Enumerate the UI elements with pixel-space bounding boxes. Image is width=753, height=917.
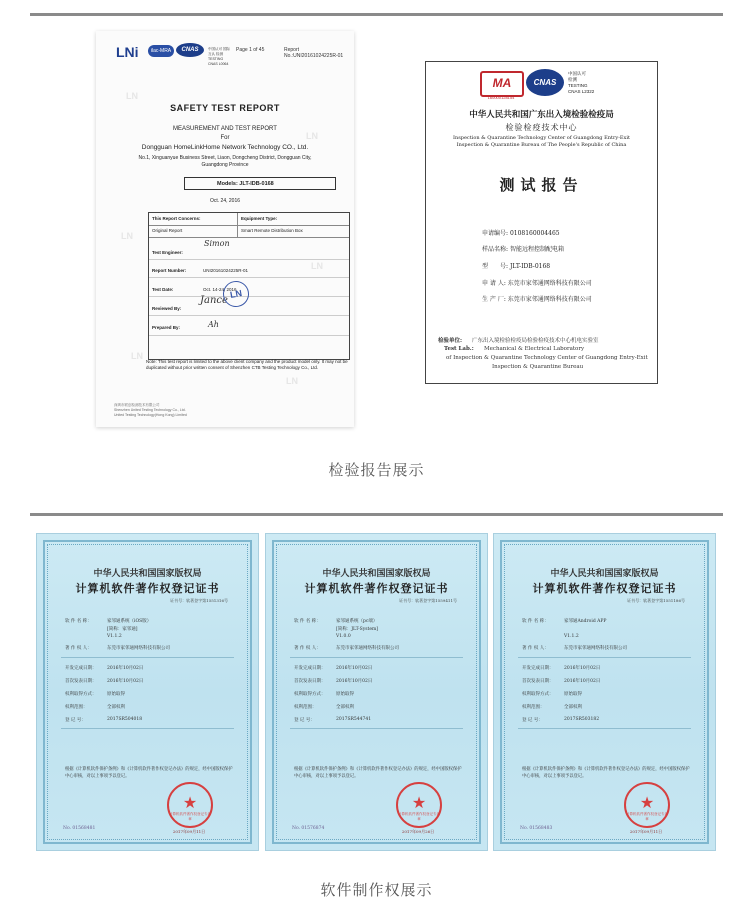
- field-label: 开发完成日期：: [522, 666, 554, 671]
- watermark: LN: [306, 131, 318, 141]
- field-applicant: 申 请 人: 东莞市家邻通网络科技有限公司: [482, 280, 592, 287]
- report-footer: [114, 403, 339, 418]
- report-title: 测试报告: [499, 176, 584, 194]
- field-value: [简称：家邻通]: [107, 627, 138, 632]
- cnas-side-line: 检测: [568, 77, 577, 82]
- report-for: For: [220, 135, 230, 141]
- divider: [518, 657, 691, 658]
- field-model: 型 号: JLT-IDB-0168: [482, 263, 551, 270]
- cnas-side-line: 中国认可: [568, 71, 586, 76]
- field-label: 首次发表日期：: [294, 679, 326, 684]
- field-label: 登 记 号：: [65, 718, 86, 723]
- field-value: 2016年10月02日: [107, 666, 144, 671]
- field-value: 东莞市家邻通网络科技有限公司: [564, 646, 627, 651]
- registration-text: 根据《计算机软件保护条例》和《计算机软件著作权登记办法》的规定，经中国版权保护中心审核，对以上事项予以登记。: [294, 767, 462, 779]
- field-value: 家邻通Android APP: [564, 619, 607, 624]
- report-title: SAFETY TEST REPORT: [170, 103, 280, 113]
- field-manufacturer: 生 产 厂: 东莞市家邻通网络科技有限公司: [482, 296, 592, 303]
- report-note: Note: This test report is limited to the above client company and the product model only. It may not be duplicated without prior written consent of Shenzhen CTB Testing Technology Co., Ltd.: [146, 359, 348, 370]
- certificate-title: 计算机软件著作权登记证书: [75, 582, 220, 595]
- field-label: 权利取得方式：: [65, 692, 97, 697]
- field-label: 权利范围：: [522, 705, 545, 710]
- registration-text: 根据《计算机软件保护条例》和《计算机软件著作权登记办法》的规定，经中国版权保护中心审核，对以上事项予以登记。: [522, 767, 690, 779]
- field-value: 2016年10月02日: [564, 666, 601, 671]
- official-seal: [624, 782, 670, 828]
- certificate-number: 证书号：软著登字第1551186号: [627, 598, 685, 603]
- concerns-label: This Report Concerns:: [152, 216, 201, 221]
- lab-cn-label: 检验单位:: [438, 338, 463, 344]
- engineer-label: Test Engineer:: [152, 250, 183, 255]
- certificate-number: 证书号：软著登字第1551316号: [170, 598, 228, 603]
- field-value: 2017SR503182: [564, 717, 600, 722]
- seal-text: 计算机软件著作权登记专用章: [398, 812, 440, 821]
- watermark: LN: [311, 261, 323, 271]
- field-label: 首次发表日期：: [65, 679, 97, 684]
- field-value: 2016年10月02日: [107, 679, 144, 684]
- official-seal: [167, 782, 213, 828]
- field-label: 软 件 名 称：: [294, 619, 321, 624]
- field-label: 开发完成日期：: [294, 666, 326, 671]
- safety-test-report-image: [96, 31, 354, 427]
- field-value: V1.1.2: [107, 634, 122, 639]
- reviewed-label: Reviewed By:: [152, 306, 182, 311]
- star-icon: ★: [182, 793, 198, 812]
- chinese-test-report-image: [425, 61, 658, 384]
- field-value: 原始取得: [107, 692, 125, 697]
- field-value: 全部权利: [107, 705, 125, 710]
- software-copyright-certificate: [494, 534, 715, 850]
- field-sample-name: 样品名称: 智能远程控制配电箱: [482, 246, 564, 253]
- engineer-signature: Simon: [204, 239, 230, 248]
- seal-date: 2017年09月26日: [401, 829, 435, 834]
- field-value: 原始取得: [564, 692, 582, 697]
- field-label: 权利范围：: [294, 705, 317, 710]
- concerns-value: Original Report: [152, 228, 183, 233]
- divider: [61, 657, 234, 658]
- seal-date: 2017年09月11日: [172, 829, 206, 834]
- watermark: LN: [286, 376, 298, 386]
- divider: [61, 728, 234, 729]
- serial-number: No. 01576874: [292, 826, 325, 831]
- equipment-value: Smart Remote Distribution Box: [241, 228, 303, 233]
- footer-line: 深圳市联创检测技术有限公司: [114, 403, 160, 407]
- field-label: 权利范围：: [65, 705, 88, 710]
- ilac-logo: ilac-MRA: [148, 45, 174, 57]
- preparer-signature: Ah: [208, 320, 219, 329]
- lab-en-label: Test Lab.:: [444, 346, 474, 352]
- field-label: 权利取得方式：: [294, 692, 326, 697]
- software-copyright-certificate: [266, 534, 487, 850]
- registration-text: 根据《计算机软件保护条例》和《计算机软件著作权登记办法》的规定，经中国版权保护中心审核，对以上事项予以登记。: [65, 767, 233, 779]
- footer-line: Shenzhen United Testing Technology Co., Ltd.: [114, 408, 186, 412]
- seal-text: 计算机软件著作权登记专用章: [626, 812, 668, 821]
- field-label: 开发完成日期：: [65, 666, 97, 671]
- star-icon: ★: [639, 793, 655, 812]
- field-label: 软 件 名 称：: [522, 619, 549, 624]
- section-divider-top: [30, 13, 723, 16]
- divider: [290, 657, 463, 658]
- ln-logo: LNi: [116, 44, 139, 60]
- certificate-title: 计算机软件著作权登记证书: [532, 582, 677, 595]
- field-value: V1.0.0: [336, 634, 351, 639]
- field-value: 2017SR504018: [107, 717, 143, 722]
- cnas-side-line: CNAS L2322: [568, 89, 595, 94]
- lab-en-2: of Inspection & Quarantine Technology Center of Guangdong Entry-Exit: [446, 355, 648, 361]
- cnas-small-text: 中国认可 国际互认 检测 TESTING CNAS L0064: [208, 47, 230, 66]
- testdate-label: Test Date:: [152, 287, 174, 292]
- cma-number: 160000128154: [487, 95, 515, 100]
- divider: [290, 728, 463, 729]
- serial-number: No. 01568483: [520, 826, 553, 831]
- org-name-en: Inspection & Quarantine Technology Center of Guangdong Entry-Exit: [453, 135, 630, 141]
- field-value: 2016年10月02日: [336, 666, 373, 671]
- page-number: Page 1 of 45: [236, 47, 265, 53]
- field-value: 家邻通系统（pc端）: [336, 619, 378, 624]
- footer-line: United Testing Technology(Hong Kong) Limited: [114, 413, 187, 417]
- watermark: LN: [126, 91, 138, 101]
- field-label: 软 件 名 称：: [65, 619, 92, 624]
- field-label: 登 记 号：: [522, 718, 543, 723]
- field-value: V1.1.2: [564, 634, 579, 639]
- section-divider-middle: [30, 513, 723, 516]
- report-date: Oct. 24, 2016: [209, 198, 241, 204]
- center-name-cn: 检验检疫技术中心: [505, 123, 578, 132]
- star-icon: ★: [411, 793, 427, 812]
- report-info-table: [148, 212, 350, 360]
- reportno-value: UNI20161024225R-01: [203, 268, 249, 273]
- field-label: 著 作 权 人：: [65, 646, 92, 651]
- field-value: 东莞市家邻通网络科技有限公司: [107, 646, 170, 651]
- org-name-en-2: Inspection & Quarantine Bureau of The People's Republic of China: [456, 142, 627, 148]
- lab-en: Mechanical & Electrical Laboratory: [484, 346, 585, 352]
- field-value: 2017SR544741: [336, 717, 372, 722]
- caption-software-copyrights: 软件制作权展示: [320, 881, 433, 899]
- testdate-value: Oct. 14-24, 2016: [203, 287, 237, 292]
- field-value: 全部权利: [564, 705, 582, 710]
- field-application-no: 申请编号: 0108160004465: [482, 230, 560, 237]
- prepared-label: Prepared By:: [152, 325, 181, 330]
- field-label: 权利取得方式：: [522, 692, 554, 697]
- reviewer-signature: Jance: [200, 295, 228, 306]
- cnas-side-text: [568, 71, 594, 95]
- lab-cn: 广东出入境检验检疫局检验检疫技术中心机电实验室: [472, 338, 599, 344]
- model-box: Models: JLT-IDB-0168: [184, 177, 336, 190]
- software-copyright-certificate: [37, 534, 258, 850]
- watermark: LN: [131, 351, 143, 361]
- header-report-number: Report No.:UNI20161024225R-01: [284, 47, 344, 59]
- field-value: 2016年10月02日: [564, 679, 601, 684]
- issuer-name: 中华人民共和国国家版权局: [93, 569, 202, 579]
- certificate-title: 计算机软件著作权登记证书: [304, 582, 449, 595]
- lab-en-3: Inspection & Quarantine Bureau: [492, 364, 584, 370]
- field-value: 家邻通系统（iOS版）: [107, 619, 152, 624]
- company-address-2: Guangdong Province: [201, 162, 249, 168]
- divider: [518, 728, 691, 729]
- field-label: 著 作 权 人：: [294, 646, 321, 651]
- official-seal: [396, 782, 442, 828]
- issuer-name: 中华人民共和国国家版权局: [550, 569, 659, 579]
- field-value: 2016年10月02日: [336, 679, 373, 684]
- company-name: Dongguan HomeLinkHome Network Technology CO., Ltd.: [141, 144, 309, 151]
- cnas-side-line: TESTING: [568, 83, 588, 88]
- field-value: 东莞市家邻通网络科技有限公司: [336, 646, 399, 651]
- ln-stamp: LN: [221, 279, 251, 309]
- seal-date: 2017年09月11日: [629, 829, 663, 834]
- org-name-cn: 中华人民共和国广东出入境检验检疫局: [469, 110, 614, 120]
- field-label: 首次发表日期：: [522, 679, 554, 684]
- cnas-logo: CNAS: [176, 43, 204, 57]
- field-value: [简称：JLT-System]: [336, 627, 379, 632]
- serial-number: No. 01568481: [63, 826, 96, 831]
- company-address: No.1, Xinguanyue Business Street, Liaon, Dongcheng District, Dongguan City,: [138, 155, 312, 161]
- field-value: 原始取得: [336, 692, 354, 697]
- reportno-label: Report Number:: [152, 268, 187, 273]
- seal-text: 计算机软件著作权登记专用章: [169, 812, 211, 821]
- field-value: 全部权利: [336, 705, 354, 710]
- caption-inspection-reports: 检验报告展示: [328, 461, 425, 479]
- report-subtitle: MEASUREMENT AND TEST REPORT: [173, 126, 277, 132]
- cnas-logo: CNAS: [526, 69, 564, 96]
- equipment-label: Equipment Type:: [241, 216, 278, 221]
- cma-logo: MA: [480, 71, 524, 97]
- issuer-name: 中华人民共和国国家版权局: [322, 569, 431, 579]
- field-label: 登 记 号：: [294, 718, 315, 723]
- certificate-number: 证书号：软著登字第1559411号: [399, 598, 457, 603]
- watermark: LN: [121, 231, 133, 241]
- field-label: 著 作 权 人：: [522, 646, 549, 651]
